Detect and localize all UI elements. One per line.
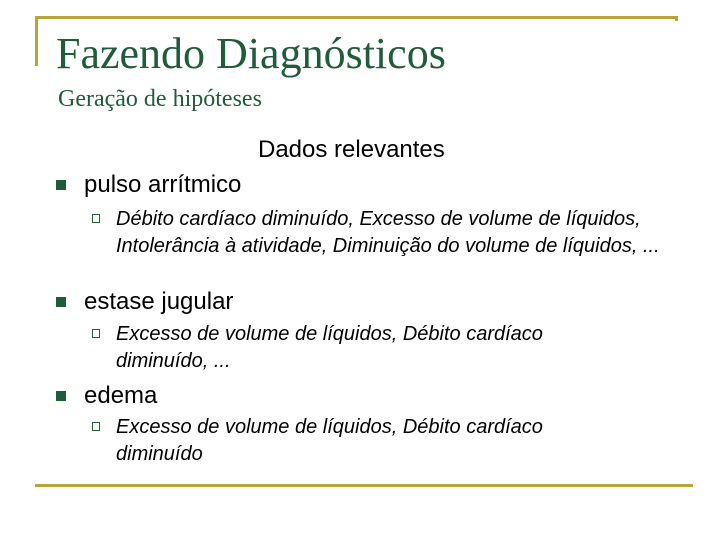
hollow-square-bullet-icon (92, 214, 100, 223)
section-heading: Dados relevantes (258, 136, 445, 163)
slide-subtitle: Geração de hipóteses (58, 86, 262, 112)
hollow-square-bullet-icon (92, 422, 100, 431)
bullet-item-label: estase jugular (84, 288, 234, 315)
sub-item-text: Excesso de volume de líquidos, Débito cardíaco diminuído (116, 416, 543, 465)
top-border-line (35, 16, 678, 19)
bullet-item-label: edema (84, 382, 158, 409)
slide-title: Fazendo Diagnósticos (56, 29, 446, 78)
square-bullet-icon (56, 297, 66, 307)
hollow-square-bullet-icon (92, 329, 100, 338)
left-border-line (35, 16, 38, 66)
square-bullet-icon (56, 180, 66, 190)
sub-item-text: Excesso de volume de líquidos, Débito cardíaco diminuído, ... (116, 323, 543, 372)
sub-item-text: Débito cardíaco diminuído, Excesso de volume de líquidos, Intolerância à atividade, Diminuição do volume de líquidos, ... (116, 208, 660, 257)
right-border-tick (675, 16, 678, 21)
square-bullet-icon (56, 391, 66, 401)
bullet-item-label: pulso arrítmico (84, 171, 242, 198)
bottom-border-line (35, 484, 693, 487)
